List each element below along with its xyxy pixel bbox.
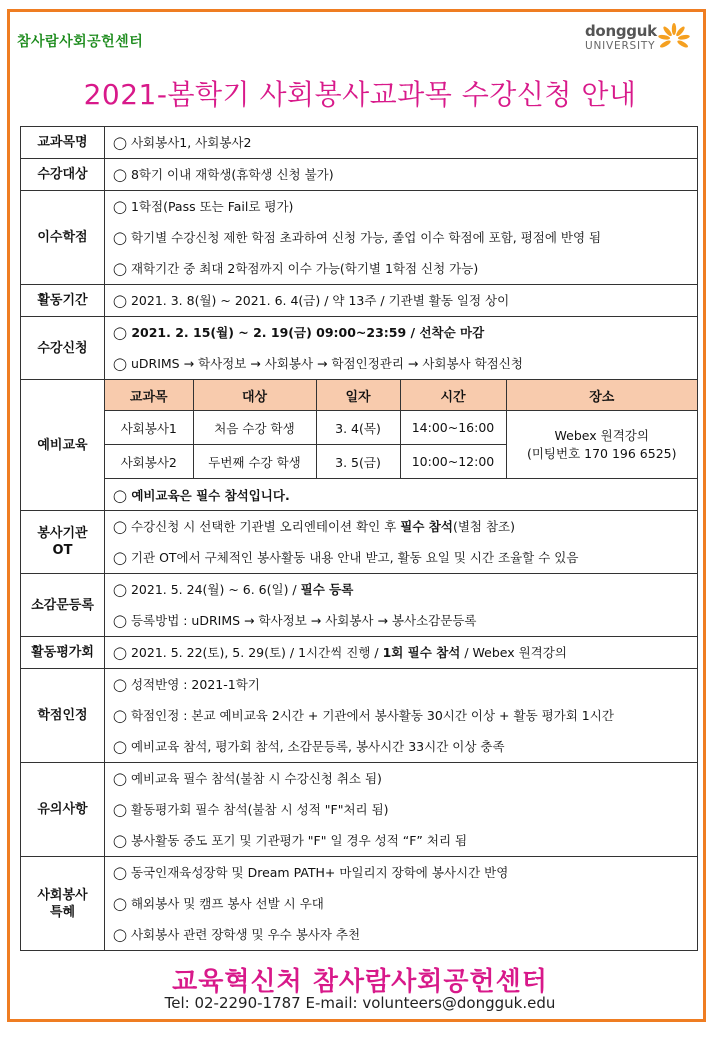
row-text: ◯ 2021. 3. 8(월) ~ 2021. 6. 4(금) / 약 13주 / 기관별 활동 일정 상이 [113,293,510,308]
row-label: 교과목명 [21,127,105,159]
row-reflection [21,574,698,637]
column-header: 대상 [193,380,316,411]
place-line: (미팅번호 170 196 6525) [526,445,677,461]
row-benefits [21,857,698,951]
row-label: 사회봉사 특혜 [21,857,105,951]
table-cell: 3. 5(금) [316,445,400,479]
row-course [21,127,698,159]
table-cell: 사회봉사2 [105,445,193,479]
row-label: 활동평가회 [21,637,105,669]
row-text: ◯ 해외봉사 및 캠프 봉사 선발 시 우대 [113,896,324,911]
row-label: 소감문등록 [21,574,105,637]
row-agency-ot [21,511,698,574]
row-credits [21,191,698,285]
row-text: ◯ 1학점(Pass 또는 Fail로 평가) [113,199,294,214]
row-text: ◯ 사회봉사 관련 장학생 및 우수 봉사자 추천 [113,927,361,942]
row-text: ◯ 학기별 수강신청 제한 학점 초과하여 신청 가능, 졸업 이수 학점에 포함, 평점에 반영 됨 [113,230,602,245]
row-registration [21,317,698,380]
row-text: ◯ 성적반영 : 2021-1학기 [113,677,260,692]
center-name: 참사람사회공헌센터 [17,34,144,50]
column-header: 교과목 [105,380,193,411]
footer-contact: Tel: 02-2290-1787 E-mail: volunteers@dongguk.edu [164,994,556,1012]
row-evaluation [21,637,698,669]
page-title: 2021-봄학기 사회봉사교과목 수강신청 안내 [83,78,637,111]
logo-subtext: UNIVERSITY [585,40,656,52]
row-label: 수강대상 [21,159,105,191]
lotus-logo-icon [657,22,691,56]
row-text: ◯ 활동평가회 필수 참석(불참 시 성적 "F"처리 됨) [113,802,389,817]
row-text: ◯ 등록방법 : uDRIMS → 학사정보 → 사회봉사 → 봉사소감문등록 [113,613,477,628]
row-text: ◯ 예비교육 참석, 평가회 참석, 소감문등록, 봉사시간 33시간 이상 충족 [113,739,505,754]
university-logo [585,22,695,58]
row-text: ◯ 동국인재육성장학 및 Dream PATH+ 마일리지 장학에 봉사시간 반영 [113,865,509,880]
registration-period: ◯ 2021. 2. 15(월) ~ 2. 19(금) 09:00~23:59 / 선착순 마감 [113,325,485,340]
column-header: 시간 [400,380,506,411]
logo-text: dongguk [585,22,657,40]
row-text: ◯ 사회봉사1, 사회봉사2 [113,135,252,150]
row-label: 이수학점 [21,191,105,285]
row-text: ◯ 봉사활동 중도 포기 및 기관평가 "F" 일 경우 성적 “F” 처리 됨 [113,833,468,848]
row-text: ◯ 8학기 이내 재학생(휴학생 신청 불가) [113,167,334,182]
row-label: 예비교육 [21,380,105,511]
orientation-table [105,380,697,510]
row-text: ◯ 기관 OT에서 구체적인 봉사활동 내용 안내 받고, 활동 요일 및 시간 조율할 수 있음 [113,550,579,565]
row-period [21,285,698,317]
row-text: ◯ 재학기간 중 최대 2학점까지 이수 가능(학기별 1학점 신청 가능) [113,261,479,276]
row-target [21,159,698,191]
place-line: Webex 원격강의 [554,427,649,443]
row-text: ◯ 2021. 5. 22(토), 5. 29(토) / 1시간씩 진행 / 1회 필수 참석 / Webex 원격강의 [113,645,567,660]
row-label: 학점인정 [21,669,105,763]
row-label: 활동기간 [21,285,105,317]
row-label: 수강신청 [21,317,105,380]
table-cell: 10:00~12:00 [400,445,506,479]
row-text: ◯ 학점인정 : 본교 예비교육 2시간 + 기관에서 봉사활동 30시간 이상 + 활동 평가회 1시간 [113,708,614,723]
row-text: ◯ 예비교육 필수 참석(불참 시 수강신청 취소 됨) [113,771,382,786]
place-cell [506,411,697,479]
orientation-header-row [105,380,697,411]
row-label: 봉사기관 OT [21,511,105,574]
row-orientation [21,380,698,511]
row-label: 유의사항 [21,763,105,857]
table-cell: 14:00~16:00 [400,411,506,445]
column-header: 장소 [506,380,697,411]
row-text: ◯ 2021. 5. 24(월) ~ 6. 6(일) / 필수 등록 [113,582,354,597]
table-cell: 3. 4(목) [316,411,400,445]
column-header: 일자 [316,380,400,411]
registration-path: ◯ uDRIMS → 학사정보 → 사회봉사 → 학점인정관리 → 사회봉사 학점신청 [113,356,523,371]
table-cell: 사회봉사1 [105,411,193,445]
table-row [105,411,697,445]
row-cautions [21,763,698,857]
table-cell: 처음 수강 학생 [193,411,316,445]
table-cell: 두번째 수강 학생 [193,445,316,479]
footer-org: 교육혁신처 참사람사회공헌센터 [172,967,548,997]
info-table [20,126,698,951]
orientation-note: ◯ 예비교육은 필수 참석입니다. [113,487,290,503]
row-text: ◯ 수강신청 시 선택한 기관별 오리엔테이션 확인 후 필수 참석(별첨 참조) [113,519,515,534]
row-recognition [21,669,698,763]
